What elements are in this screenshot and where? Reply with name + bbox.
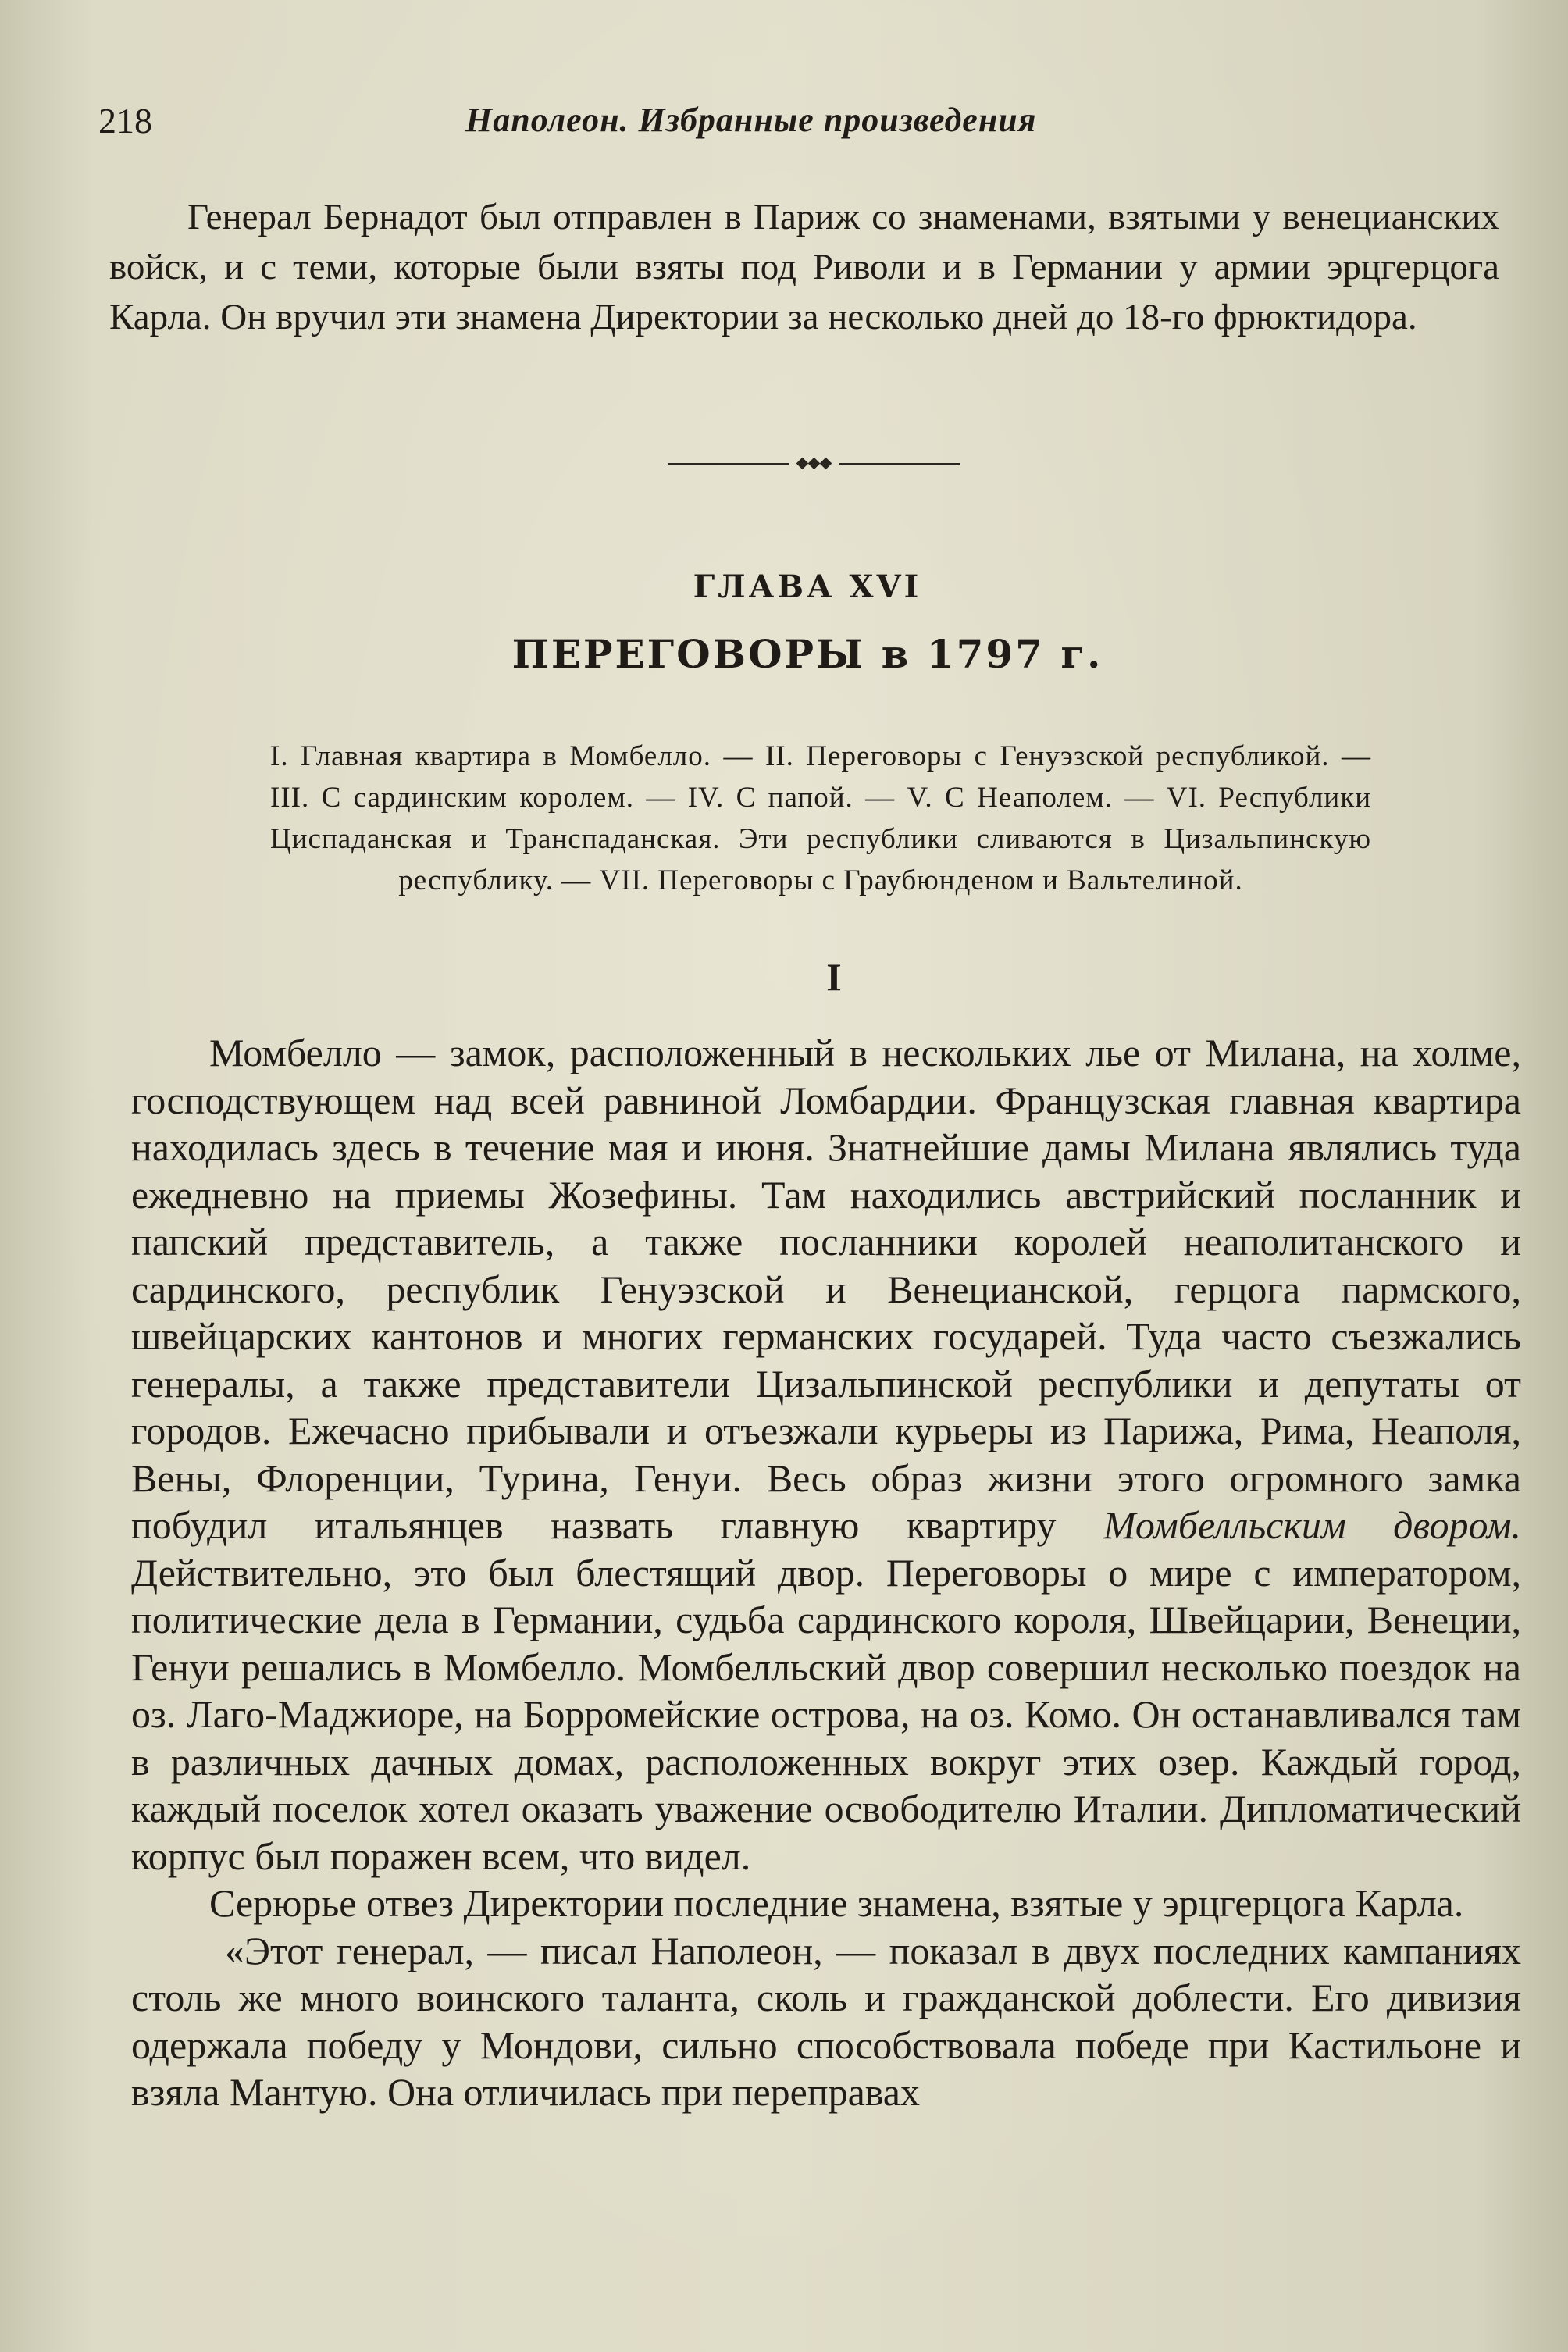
section-divider-ornament — [668, 457, 960, 471]
chapter-label: ГЛАВА XVI — [693, 568, 922, 605]
chapter-title: ПЕРЕГОВОРЫ в 1797 г. — [511, 631, 1103, 677]
intro-paragraph: Генерал Бернадот был отправлен в Париж со знаменами, взятыми у венецианских войск, и с теми, которые были взяты под Риволи и в Германии у армии эрцгерцога Карла. Он вручил эти знамена Директории за несколько дней до 18-го фрюктидора. — [109, 197, 1499, 337]
divider-line-right — [839, 463, 960, 465]
paragraph-text: Момбелло — замок, расположенный в нескольких лье от Милана, на холме, господствующем над всей равниной Ломбардии. Французская главная квартира находилась здесь в течение мая и июня. Знатнейшие дамы Милана являлись туда ежедневно на приемы Жозефины. Там находились австрийский посланник и папский представитель, а также посланники королей неаполитанского и сардинского, республик Генуэзской и Венецианской, герцога пармского, швейцарских кантонов и многих германских государей. Туда часто съезжались генералы, а также представители Цизальпинской республики и депутаты от городов. Ежечасно прибывали и отъезжали курьеры из Парижа, Рима, Неаполя, Вены, Флоренции, Турина, Генуи. Весь образ жизни этого огромного замка побудил итальянцев назвать главную квартиру — [131, 1031, 1521, 1547]
paragraph-text: Действительно, это был блестящий двор. Переговоры о мире с императором, политические дела в Германии, судьба сардинского короля, Швейцарии, Венеции, Генуи решались в Момбелло. Момбелльский двор совершил несколько поездок на оз. Лаго-Маджиоре, на Борромейские острова, на оз. Комо. Он останавливался там в различных дачных домах, расположенных вокруг этих озер. Каждый город, каждый поселок хотел оказать уважение освободителю Италии. Дипломатический корпус был поражен всем, что видел. — [131, 1550, 1521, 1878]
paragraph-mombello — [131, 1029, 1521, 1880]
running-title: Наполеон. Избранные произведения — [465, 101, 1037, 139]
paragraph-quote: «Этот генерал, — писал Наполеон, — показал в двух последних кампаниях столь же много воинского таланта, сколь и гражданской доблести. Его дивизия одержала победу у Мондови, сильно способствовала победе при Кастильоне и взяла Мантую. Она отличилась при переправах — [131, 1928, 1521, 2114]
section-numeral: I — [826, 955, 842, 999]
page-number: 218 — [98, 101, 152, 141]
page-header — [98, 100, 1504, 155]
divider-line-left — [668, 463, 789, 465]
emphasis-text: Момбелльским двором. — [1103, 1503, 1522, 1547]
divider-diamond — [796, 458, 809, 470]
paragraph-serurier: Серюрье отвез Директории последние знамена, взятые у эрцгерцога Карла. — [209, 1881, 1464, 1925]
divider-diamond — [820, 458, 832, 470]
divider-diamond — [808, 458, 821, 470]
chapter-summary: I. Главная квартира в Момбелло. — II. Переговоры с Генуэзской республикой. — III. С сардинским королем. — IV. С папой. — V. С Неаполем. — VI. Республики Циспаданская и Транспаданская. Эти республики сливаются в Цизальпинскую республику. — VII. Переговоры с Граубюнденом и Вальтелиной. — [270, 740, 1371, 896]
main-text — [131, 1029, 1521, 2116]
